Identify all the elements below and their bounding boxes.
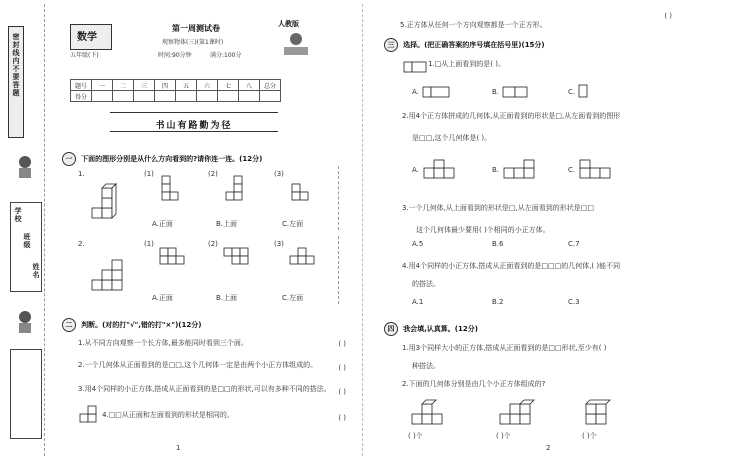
- subject-label: 数学: [77, 32, 97, 43]
- question-text: 3.一个几何体,从上面看到的形状是□,从左面看到的形状是□□: [402, 204, 594, 212]
- section-title: 选择。(把正确答案的序号填在括号里)(15分): [403, 41, 545, 49]
- score-cell[interactable]: [260, 91, 281, 102]
- s3-q2: [402, 112, 702, 188]
- view-shape: [222, 246, 250, 274]
- score-cell[interactable]: [155, 91, 176, 102]
- time-label: 时间:90分钟: [158, 52, 192, 59]
- section-number: 三: [384, 38, 398, 52]
- q-number: 2.: [78, 240, 85, 248]
- section2-heading: [62, 312, 201, 332]
- name-box-2: [10, 349, 42, 439]
- section4-heading: [384, 316, 478, 336]
- score-cell: 七: [218, 80, 239, 91]
- question-text: 的搭法。: [412, 280, 440, 288]
- header-subject-box: [70, 24, 112, 50]
- score-table-score-row: [71, 91, 281, 102]
- s3-q4: [402, 262, 702, 308]
- score-cell: 题号: [71, 80, 92, 91]
- answer-option[interactable]: A.正面: [152, 294, 173, 302]
- view-label: (1): [144, 240, 154, 248]
- name-box: [10, 202, 42, 292]
- view-label: (3): [274, 240, 284, 248]
- score-cell[interactable]: [197, 91, 218, 102]
- solid-figure: [410, 394, 454, 428]
- answer-blank[interactable]: ( ): [338, 364, 346, 372]
- reading-kid-icon: [278, 29, 314, 59]
- score-cell: 四: [155, 80, 176, 91]
- seal-strip: [8, 26, 24, 138]
- answer-blank[interactable]: ( ): [338, 414, 346, 422]
- view-shape: [160, 174, 180, 204]
- question-text: 2.用4个正方体拼成的几何体,从正面看到的形状是□,从左面看到的图形: [402, 112, 621, 120]
- answer-option[interactable]: B.上面: [216, 220, 238, 228]
- score-cell: 八: [239, 80, 260, 91]
- s4-q1: [402, 340, 702, 370]
- score-cell[interactable]: [218, 91, 239, 102]
- motto-text: 书山有路勤为径: [155, 121, 233, 131]
- option-label[interactable]: B.: [492, 166, 500, 174]
- section1-heading: [62, 146, 262, 166]
- class-label: 班级: [23, 233, 31, 249]
- question-text: 4.用4个同样的小正方体,搭成从正面看到的是□□□的几何体,( )能不同: [402, 262, 621, 270]
- view-label: (3): [274, 170, 284, 178]
- option-label[interactable]: A.: [412, 88, 419, 96]
- q1-panel: [78, 166, 339, 230]
- list-item: [78, 402, 346, 432]
- section-number: 一: [62, 152, 76, 166]
- question-text: 5.正方体从任何一个方向观察都是一个正方形。: [400, 21, 547, 29]
- s3-q1: [402, 56, 674, 104]
- view-shape: [224, 174, 244, 204]
- answer-blank[interactable]: ( )个: [582, 432, 597, 440]
- view-label: (2): [208, 170, 218, 178]
- answer-option[interactable]: B.上面: [216, 294, 238, 302]
- solid-figure-2: [88, 250, 128, 300]
- q-number: 1.: [78, 170, 85, 178]
- judge-text: 2.一个几何体从正面看到的是□□,这个几何体一定是由两个小正方体组成的。: [78, 361, 318, 369]
- page-divider: [362, 4, 363, 456]
- score-cell[interactable]: [92, 91, 113, 102]
- option-label[interactable]: C.: [568, 166, 576, 174]
- page-title: 第一周测试卷: [172, 24, 220, 33]
- solid-figure: [584, 394, 628, 428]
- option-shape: [422, 86, 452, 98]
- grade-label: 五年级(下): [70, 52, 99, 59]
- option-label[interactable]: A.: [412, 166, 419, 174]
- answer-blank[interactable]: ( )个: [496, 432, 511, 440]
- section-title: 判断。(对的打"√",错的打"×")(12分): [81, 321, 202, 329]
- option-shape: [578, 84, 598, 98]
- section-title: 我会填,认真算。(12分): [403, 325, 478, 333]
- answer-blank[interactable]: ( ): [338, 388, 346, 396]
- judge-text: 4.□□从正面和左面看到的形状是相同的。: [102, 411, 234, 419]
- score-cell: 三: [134, 80, 155, 91]
- publisher-label: 人教版: [278, 20, 299, 28]
- view-label: (2): [208, 240, 218, 248]
- score-cell[interactable]: [113, 91, 134, 102]
- list-item: [78, 376, 346, 402]
- judge-list: [78, 330, 346, 432]
- option-label[interactable]: C.7: [568, 240, 580, 248]
- answer-blank[interactable]: ( ): [338, 340, 346, 348]
- mascot-icon: [14, 154, 36, 180]
- solid-figure-1: [88, 178, 124, 226]
- score-cell[interactable]: [176, 91, 197, 102]
- judge-text: 1.从不同方向观察一个长方体,最多能同时看到三个面。: [78, 339, 248, 347]
- option-figure: [502, 158, 538, 182]
- score-cell: 五: [176, 80, 197, 91]
- section-number: 四: [384, 322, 398, 336]
- view-shape: [158, 246, 186, 274]
- answer-blank[interactable]: ( )个: [408, 432, 423, 440]
- full-score-label: 满分:100分: [210, 52, 242, 59]
- judge-text: 3.用4个同样的小正方体,搭成从正面看到的是□□的形状,可以有多种不同的搭法。: [78, 385, 331, 393]
- solid-figure-small: [78, 402, 100, 426]
- option-shape: [502, 86, 532, 98]
- answer-blank[interactable]: ( ): [664, 12, 672, 20]
- motto-banner: [110, 112, 278, 132]
- answer-option[interactable]: A.正面: [152, 220, 173, 228]
- list-item: [78, 330, 346, 352]
- section-title: 下面的图形分别是从什么方向看到的?请你连一连。(12分): [81, 155, 263, 163]
- score-table-header-row: [71, 80, 281, 91]
- question-text: 这个几何体最少要用( )个相同的小正方体。: [416, 226, 550, 234]
- s3-q3: [402, 200, 702, 250]
- page-number: 2: [546, 444, 551, 452]
- publisher-badge: [278, 20, 314, 60]
- score-cell[interactable]: [239, 91, 260, 102]
- option-label[interactable]: B.6: [492, 240, 504, 248]
- answer-option[interactable]: C.左面: [282, 220, 304, 228]
- seal-text: 密封线内不要答题: [12, 33, 20, 97]
- score-cell[interactable]: [134, 91, 155, 102]
- q2-panel: [78, 236, 339, 304]
- score-table: [70, 79, 281, 102]
- s4-q2: [402, 380, 702, 444]
- left-margin: [2, 4, 45, 456]
- score-cell: 一: [92, 80, 113, 91]
- option-figure: [422, 158, 458, 182]
- view-label: (1): [144, 170, 154, 178]
- option-label[interactable]: A.1: [412, 298, 424, 306]
- score-cell: 六: [197, 80, 218, 91]
- mascot-icon-2: [14, 309, 36, 335]
- score-cell: 得分: [71, 91, 92, 102]
- school-label: 学校: [14, 207, 22, 223]
- name-label: 姓名: [32, 263, 40, 279]
- question-text: 1.用3个同样大小的正方体,搭成从正面看到的是□□形状,至少有( ): [402, 344, 607, 352]
- option-figure: [578, 158, 614, 182]
- option-label[interactable]: A.5: [412, 240, 424, 248]
- solid-figure: [498, 394, 542, 428]
- section3-heading: [384, 32, 545, 52]
- question-text: 种搭法。: [412, 362, 440, 370]
- view-shape: [288, 246, 316, 274]
- page-number: 1: [176, 444, 181, 452]
- score-cell: 总分: [260, 80, 281, 91]
- page-subtitle: 观察物体(三)(第1课时): [162, 39, 224, 46]
- option-label[interactable]: C.3: [568, 298, 580, 306]
- answer-option[interactable]: C.左面: [282, 294, 304, 302]
- right-q5: [400, 12, 672, 31]
- score-cell: 二: [113, 80, 134, 91]
- section-number: 二: [62, 318, 76, 332]
- question-text: 1.□从上面看到的是( )。: [428, 60, 505, 68]
- option-label[interactable]: C.: [568, 88, 576, 96]
- option-label[interactable]: B.: [492, 88, 500, 96]
- list-item: [78, 352, 346, 376]
- question-text: 2.下面的几何体分别是由几个小正方体组成的?: [402, 380, 546, 388]
- option-label[interactable]: B.2: [492, 298, 504, 306]
- question-text: 是□□,这个几何体是( )。: [412, 134, 492, 142]
- view-shape: [290, 174, 310, 204]
